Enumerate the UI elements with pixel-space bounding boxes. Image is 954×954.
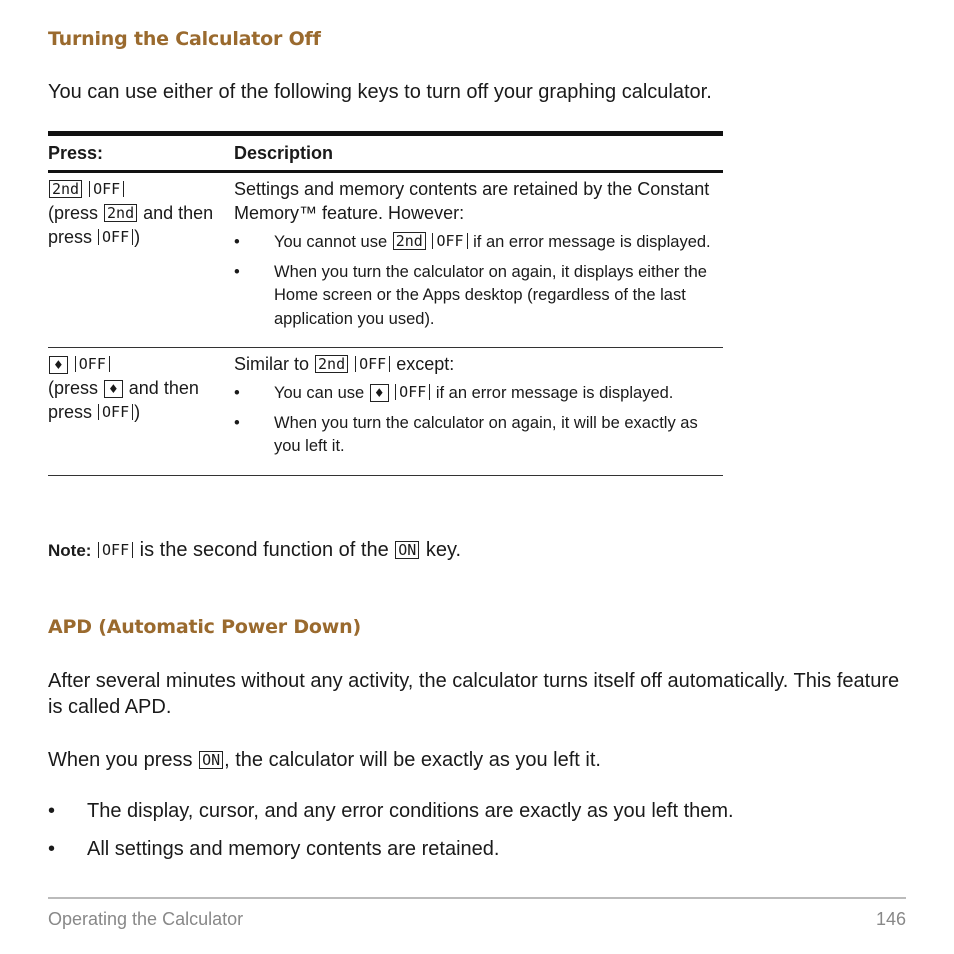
description-bullets — [234, 231, 723, 331]
off-key: OFF — [89, 181, 124, 197]
diamond-key: ♦ — [104, 380, 123, 398]
press-instruction — [48, 201, 234, 249]
on-key: ON — [395, 541, 419, 559]
diamond-key: ♦ — [49, 356, 68, 374]
off-key: OFF — [98, 404, 133, 420]
description-cell — [234, 348, 723, 476]
key-table — [48, 131, 723, 476]
off-key: OFF — [98, 229, 133, 245]
note-text: key. — [420, 539, 462, 561]
press-cell — [48, 348, 234, 476]
footer-title: Operating the Calculator — [48, 909, 244, 929]
table-row — [48, 172, 723, 348]
list-item: • When you turn the calculator on again, it will be exactly as you left it. — [234, 412, 723, 459]
press-text: ) — [134, 227, 141, 247]
press-instruction — [48, 376, 234, 424]
page-number: 146 — [875, 909, 906, 929]
press-text: and then press — [48, 378, 199, 422]
on-key: ON — [199, 751, 223, 769]
off-key: OFF — [355, 356, 390, 372]
list-item: • All settings and memory contents are retained. — [48, 836, 734, 862]
press-text: and then press — [48, 203, 214, 247]
paragraph-text: , the calculator will be exactly as you left it. — [224, 749, 601, 771]
table-header-row — [48, 134, 723, 172]
off-key: OFF — [98, 542, 133, 558]
press-text: (press — [48, 378, 104, 398]
press-text: ) — [134, 402, 141, 422]
section-heading-apd: APD (Automatic Power Down) — [48, 616, 361, 638]
2nd-key: 2nd — [104, 204, 137, 222]
table-row — [48, 348, 723, 476]
list-item — [234, 382, 723, 406]
2nd-key: 2nd — [49, 180, 82, 198]
key-sequence — [48, 352, 234, 376]
apd-bullet-list — [48, 798, 734, 874]
description-text — [234, 352, 723, 376]
description-text: Settings and memory contents are retained by the Constant Memory™ feature. However: — [234, 179, 710, 223]
description-fragment: Similar to — [234, 354, 315, 374]
press-text: (press — [48, 203, 104, 223]
apd-paragraph: After several minutes without any activity, the calculator turns itself off automatically. This feature is called APD. — [48, 670, 900, 718]
2nd-key: 2nd — [393, 232, 426, 250]
diamond-key: ♦ — [370, 384, 389, 402]
2nd-key: 2nd — [315, 355, 348, 373]
intro-paragraph: You can use either of the following keys to turn off your graphing calculator. — [48, 81, 712, 103]
footer-divider — [48, 897, 906, 899]
section-heading-turning-off: Turning the Calculator Off — [48, 28, 321, 50]
note-text: is the second function of the — [134, 539, 395, 561]
apd-press-paragraph — [48, 747, 601, 773]
key-sequence — [48, 177, 234, 201]
press-cell — [48, 172, 234, 348]
description-column-header: Description — [234, 134, 723, 172]
list-item: • The display, cursor, and any error conditions are exactly as you left them. — [48, 798, 734, 824]
description-bullets — [234, 382, 723, 459]
note — [48, 539, 461, 562]
bullet-text: if an error message is displayed. — [431, 384, 674, 402]
note-label: Note: — [48, 541, 92, 560]
list-item: • When you turn the calculator on again, it displays either the Home screen or the Apps desktop (regardless of the last application you used). — [234, 261, 723, 332]
off-key: OFF — [432, 233, 467, 249]
press-column-header: Press: — [48, 134, 234, 172]
off-key: OFF — [75, 356, 110, 372]
description-cell — [234, 172, 723, 348]
paragraph-text: When you press — [48, 749, 199, 771]
description-fragment: except: — [391, 354, 455, 374]
list-item — [234, 231, 723, 255]
off-key: OFF — [395, 384, 430, 400]
bullet-text: You can use — [274, 384, 369, 402]
bullet-text: You cannot use — [274, 233, 392, 251]
bullet-text: if an error message is displayed. — [468, 233, 711, 251]
